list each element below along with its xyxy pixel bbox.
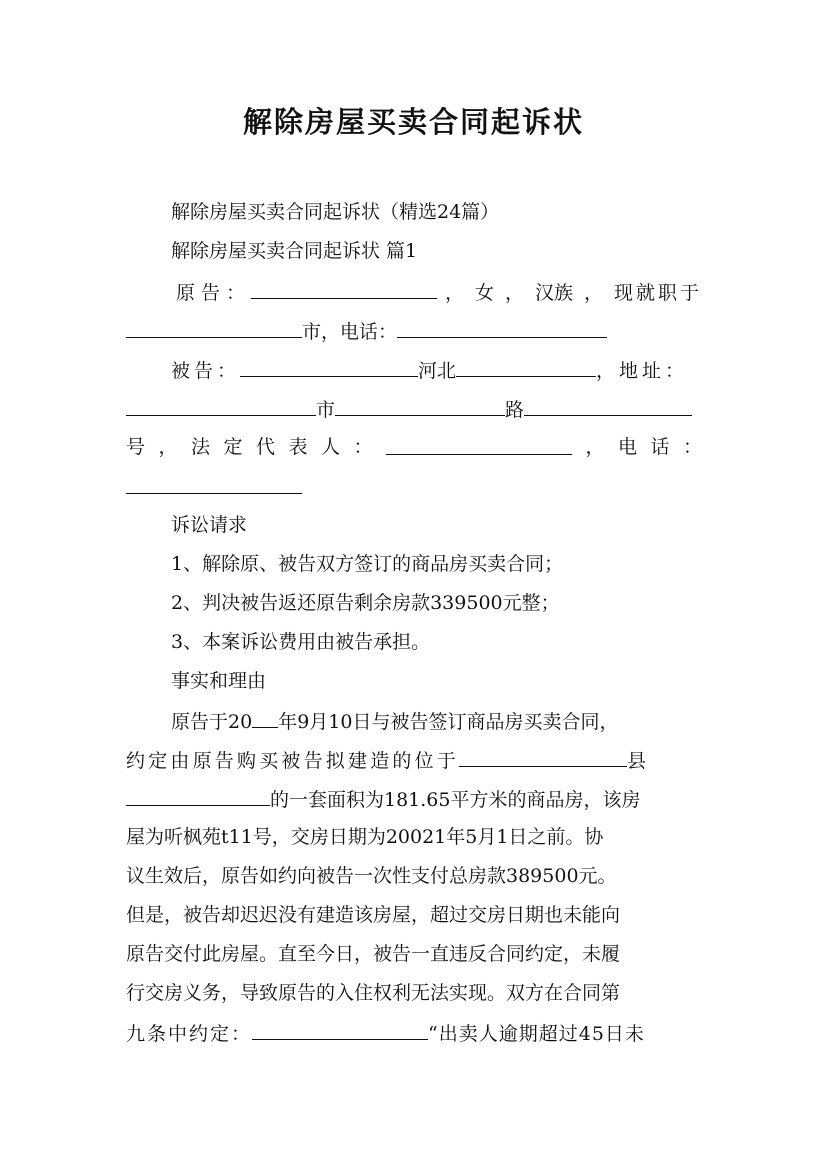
char: ， bbox=[585, 436, 605, 458]
city-text: 市 bbox=[316, 399, 336, 421]
text: “出卖人逾期超过45日未 bbox=[428, 1023, 645, 1045]
phone-label: 电话： bbox=[340, 321, 398, 343]
text: 年9月10日与被告签订商品房买卖合同， bbox=[278, 711, 619, 733]
city-text: 市， bbox=[302, 321, 341, 343]
road-text: 路 bbox=[505, 399, 525, 421]
defendant-line-4 bbox=[126, 473, 302, 499]
comma: ， bbox=[504, 282, 524, 304]
facts-line-1 bbox=[171, 707, 702, 733]
facts-line-2 bbox=[126, 746, 702, 772]
section-heading: 解除房屋买卖合同起诉状 篇1 bbox=[171, 240, 418, 262]
facts-line-8: 行交房义务，导致原告的入住权利无法实现。双方在合同第 bbox=[126, 982, 621, 1004]
defendant-line-1 bbox=[171, 356, 702, 382]
claim-item: 3、本案诉讼费用由被告承担。 bbox=[171, 631, 431, 653]
plaintiff-name-blank bbox=[251, 278, 437, 299]
ethnicity: 汉族 bbox=[534, 282, 573, 304]
address-number-blank bbox=[524, 395, 692, 416]
legal-rep-blank bbox=[386, 434, 572, 455]
facts-line-7: 原告交付此房屋。直至今日，被告一直违反合同约定，未履 bbox=[126, 943, 621, 965]
facts-line-5: 议生效后，原告如约向被告一次性支付总房款389500元。 bbox=[126, 865, 617, 887]
defendant-line-3 bbox=[126, 434, 702, 460]
address-label: ，地址： bbox=[596, 360, 689, 382]
claim-item: 1、解除原、被告双方签订的商品房买卖合同； bbox=[171, 553, 564, 575]
char: 表 bbox=[288, 436, 308, 458]
year-blank bbox=[252, 707, 278, 728]
subtitle: 解除房屋买卖合同起诉状（精选24篇） bbox=[171, 201, 500, 223]
text: 县 bbox=[627, 750, 647, 772]
text: 的一套面积为181.65平方米的商品房，该房 bbox=[270, 789, 641, 811]
defendant-label: 被告： bbox=[171, 360, 241, 382]
location-blank bbox=[459, 746, 627, 767]
address-city-blank bbox=[126, 395, 316, 416]
char: 号 bbox=[126, 436, 146, 458]
employer-blank bbox=[126, 317, 302, 338]
char: 人 bbox=[321, 436, 341, 458]
hebei-text: 河北 bbox=[418, 360, 457, 382]
facts-line-9 bbox=[126, 1019, 702, 1045]
claim-item: 2、判决被告返还原告剩余房款339500元整； bbox=[171, 592, 560, 614]
address-road-blank bbox=[335, 395, 505, 416]
text: 约定由原告购买被告拟建造的位于 bbox=[126, 750, 460, 772]
defendant-line-2 bbox=[126, 395, 692, 421]
char: 定 bbox=[223, 436, 243, 458]
defendant-phone-blank bbox=[126, 473, 302, 494]
phone-blank bbox=[397, 317, 607, 338]
text: 九条中约定： bbox=[126, 1023, 253, 1045]
facts-heading: 事实和理由 bbox=[171, 670, 267, 692]
document-title: 解除房屋买卖合同起诉状 bbox=[242, 105, 584, 139]
char: 法 bbox=[191, 436, 211, 458]
char: 话 bbox=[650, 436, 670, 458]
defendant-name-blank bbox=[240, 356, 418, 377]
char: 电 bbox=[617, 436, 637, 458]
char: 代 bbox=[256, 436, 276, 458]
employed-at: 现就职于 bbox=[613, 282, 702, 304]
plaintiff-label: 原告： bbox=[176, 282, 252, 304]
char: ： bbox=[682, 436, 702, 458]
comma: ， bbox=[445, 282, 465, 304]
gender: 女 bbox=[475, 282, 495, 304]
clause-blank bbox=[252, 1019, 428, 1040]
plaintiff-line-2 bbox=[126, 317, 607, 343]
char: ： bbox=[353, 436, 373, 458]
facts-line-4: 屋为听枫苑t11号，交房日期为20021年5月1日之前。协 bbox=[126, 826, 604, 848]
facts-line-6: 但是，被告却迟迟没有建造该房屋，超过交房日期也未能向 bbox=[126, 904, 621, 926]
plaintiff-line-1 bbox=[176, 278, 702, 304]
claims-heading: 诉讼请求 bbox=[171, 514, 248, 536]
facts-line-3 bbox=[126, 785, 640, 811]
county-blank bbox=[126, 785, 270, 806]
plaintiff-info bbox=[437, 280, 702, 306]
char: ， bbox=[158, 436, 178, 458]
defendant-name-blank-2 bbox=[456, 356, 596, 377]
comma: ， bbox=[583, 282, 603, 304]
text: 原告于20 bbox=[171, 711, 253, 733]
